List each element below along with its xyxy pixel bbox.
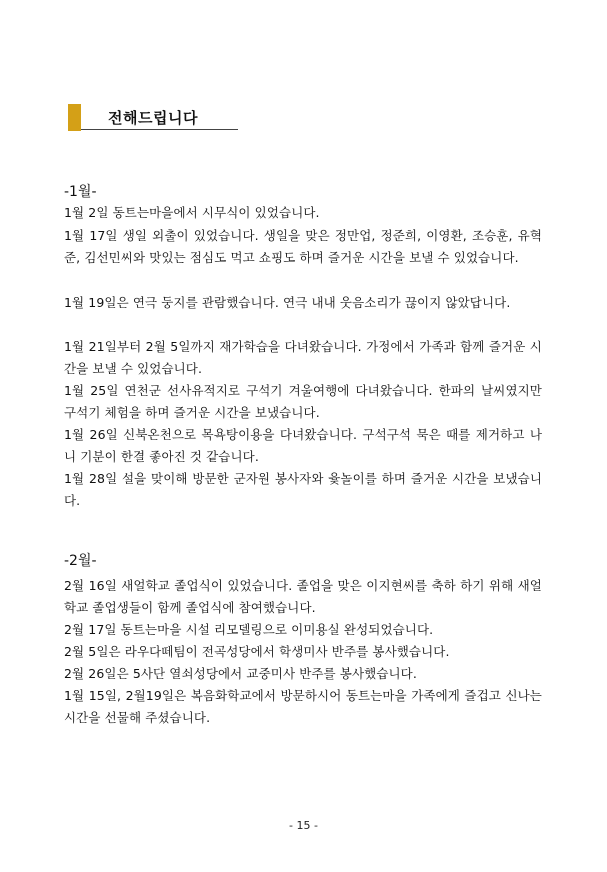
month-heading-february: -2월- [64,553,97,569]
month-heading-january: -1월- [64,184,97,200]
entry-jan-5: 1월 25일 연천군 선사유적지로 구석기 겨울여행에 다녀왔습니다. 한파의 날씨였지만 구석기 체험을 하며 즐거운 시간을 보냈습니다. [64,383,542,421]
entry-feb-3: 2월 5일은 라우다떼팀이 전곡성당에서 학생미사 반주를 봉사했습니다. [64,644,450,659]
entry-jan-3: 1월 19일은 연극 둥지를 관람했습니다. 연극 내내 웃음소리가 끊이지 않았답니다. [64,295,511,310]
section-title: 전해드립니다 [108,109,198,127]
entry-jan-2: 1월 17일 생일 외출이 있었습니다. 생일을 맞은 정만업, 정준희, 이영환, 조승훈, 유혁준, 김선민씨와 맛있는 점심도 먹고 쇼핑도 하며 즐거운 시간을 보낼 수 있었습니다. [64,228,542,266]
page-number: - 15 - [289,819,318,832]
header-underline [81,129,238,130]
entry-feb-4: 2월 26일은 5사단 열쇠성당에서 교중미사 반주를 봉사했습니다. [64,666,417,681]
entry-feb-1: 2월 16일 새얼학교 졸업식이 있었습니다. 졸업을 맞은 이지현씨를 축하 하기 위해 새얼학교 졸업생들이 함께 졸업식에 참여했습니다. [64,578,542,616]
entry-jan-7: 1월 28일 설을 맞이해 방문한 군자원 봉사자와 윷놀이를 하며 즐거운 시간을 보냈습니다. [64,471,542,509]
entry-jan-6: 1월 26일 신북온천으로 목욕탕이용을 다녀왔습니다. 구석구석 묵은 때를 제거하고 나니 기분이 한결 좋아진 것 같습니다. [64,427,542,465]
section-header [68,104,238,131]
entry-jan-1: 1월 2일 동트는마을에서 시무식이 있었습니다. [64,205,320,220]
header-accent-bar [68,104,81,131]
entry-feb-5: 1월 15일, 2월19일은 복음화학교에서 방문하시어 동트는마을 가족에게 즐겁고 신나는 시간을 선물해 주셨습니다. [64,688,542,726]
entry-feb-2: 2월 17일 동트는마을 시설 리모델링으로 이미용실 완성되었습니다. [64,622,434,637]
entry-jan-4: 1월 21일부터 2월 5일까지 재가학습을 다녀왔습니다. 가정에서 가족과 함께 즐거운 시간을 보낼 수 있었습니다. [64,339,542,377]
